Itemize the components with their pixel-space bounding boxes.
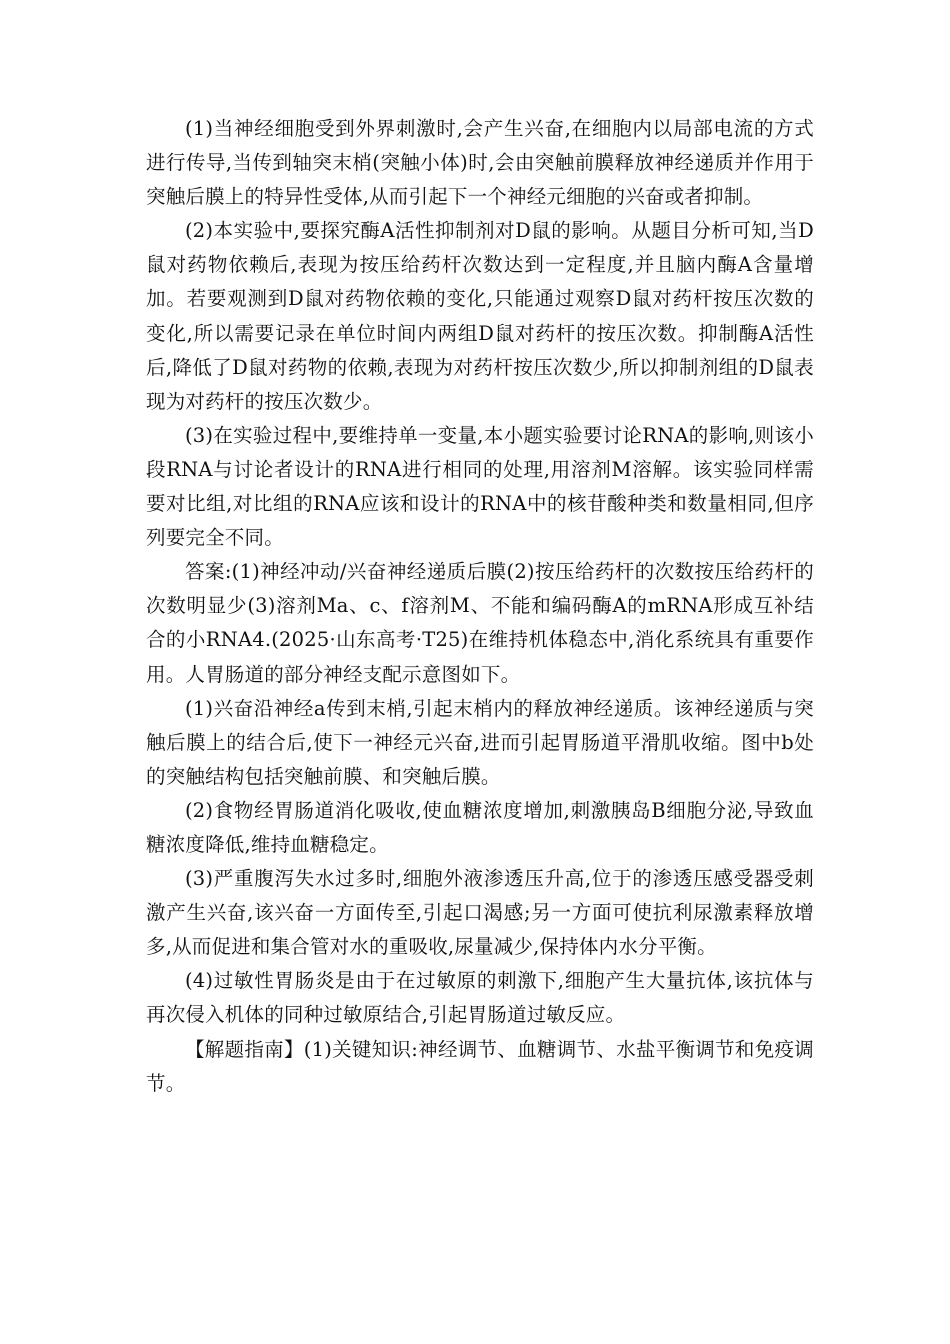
paragraph-answer-analysis-2: (2)本实验中,要探究酶A活性抑制剂对D鼠的影响。从题目分析可知,当D鼠对药物依赖后,表现为按压给药杆次数达到一定程度,并且脑内酶A含量增加。若要观测到D鼠对药物依赖的变化,只能通过观察D鼠对药杆按压次数的变化,所以需要记录在单位时间内两组D鼠对药杆的按压次数。抑制酶A活性后,降低了D鼠对药物的依赖,表现为对药杆按压次数少,所以抑制剂组的D鼠表现为对药杆的按压次数少。 <box>146 219 814 413</box>
paragraph-answer-analysis-1: (1)当神经细胞受到外界刺激时,会产生兴奋,在细胞内以局部电流的方式进行传导,当传到轴突末梢(突触小体)时,会由突触前膜释放神经递质并作用于突触后膜上的特异性受体,从而引起下一个神经元细胞的兴奋或者抑制。 <box>146 117 814 209</box>
paragraph-question-2: (2)食物经胃肠道消化吸收,使血糖浓度增加,刺激胰岛B细胞分泌,导致血糖浓度降低,维持血糖稳定。 <box>146 798 814 856</box>
paragraph-question-1: (1)兴奋沿神经a传到末梢,引起末梢内的释放神经递质。该神经递质与突触后膜上的结合后,使下一神经元兴奋,进而引起胃肠道平滑肌收缩。图中b处的突触结构包括突触前膜、和突触后膜。 <box>146 696 814 788</box>
paragraph-solving-guide: 【解题指南】(1)关键知识:神经调节、血糖调节、水盐平衡调节和免疫调节。 <box>146 1037 814 1095</box>
paragraph-answer-analysis-3: (3)在实验过程中,要维持单一变量,本小题实验要讨论RNA的影响,则该小段RNA与讨论者设计的RNA进行相同的处理,用溶剂M溶解。该实验同样需要对比组,对比组的RNA应该和设计的RNA中的核苷酸种类和数量相同,但序列要完全不同。 <box>146 423 814 550</box>
paragraph-question-4: (4)过敏性胃肠炎是由于在过敏原的刺激下,细胞产生大量抗体,该抗体与再次侵入机体的同种过敏原结合,引起胃肠道过敏反应。 <box>146 969 814 1027</box>
paragraph-answer-key: 答案:(1)神经冲动/兴奋神经递质后膜(2)按压给药杆的次数按压给药杆的次数明显少(3)溶剂Ma、c、f溶剂M、不能和编码酶A的mRNA形成互补结合的小RNA4.(2025·山东高考·T25)在维持机体稳态中,消化系统具有重要作用。人胃肠道的部分神经支配示意图如下。 <box>146 560 814 686</box>
paragraph-question-3: (3)严重腹泻失水过多时,细胞外液渗透压升高,位于的渗透压感受器受刺激产生兴奋,该兴奋一方面传至,引起口渴感;另一方面可使抗利尿激素释放增多,从而促进和集合管对水的重吸收,尿量减少,保持体内水分平衡。 <box>146 867 814 959</box>
document-body <box>146 112 814 1101</box>
